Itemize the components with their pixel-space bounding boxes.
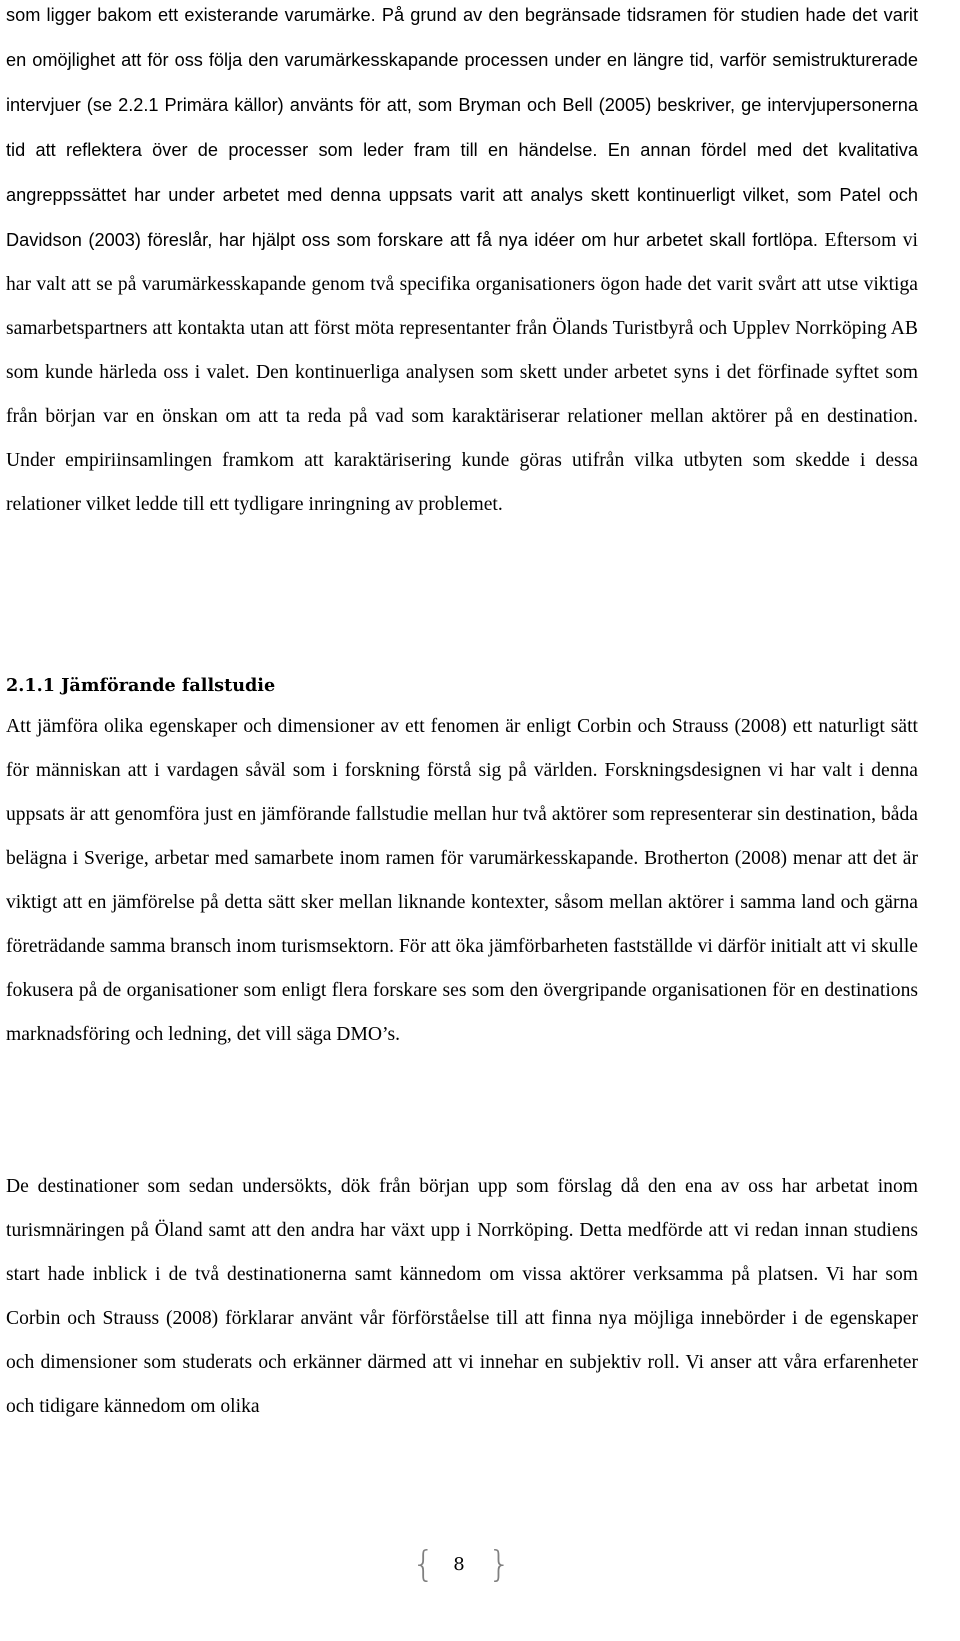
section-heading: 2.1.1 Jämförande fallstudie	[6, 675, 276, 696]
paragraph-comparative-case-study: Att jämföra olika egenskaper och dimensioner av ett fenomen är enligt Corbin och Strauss (2008) ett naturligt sätt för människan att i vardagen såväl som i forskning förstå sig på världen. Forskningsdesignen vi har valt i denna uppsats är att genomföra just en jämförande fallstudie mellan hur två aktörer som representerar sin destination, båda belägna i Sverige, arbetar med samarbete inom ramen för varumärkesskapande. Brotherton (2008) menar att det är viktigt att en jämförelse på detta sätt sker mellan liknande kontexter, såsom mellan aktörer i samma land och gärna företrädande samma bransch inom turismsektorn. För att öka jämförbarheten fastställde vi därför initialt att vi skulle fokusera på de organisationer som enligt flera forskare ses som den övergripande organisationen för en destinations marknadsföring och ledning, det vill säga DMO’s.	[6, 716, 918, 1045]
page-footer	[0, 1535, 960, 1595]
paragraph-method-intro	[6, 0, 918, 527]
page-number: 8	[453, 1554, 465, 1575]
left-brace-decoration: {	[412, 1544, 435, 1585]
paragraph-destinations: De destinationer som sedan undersökts, dök från början upp som förslag då den ena av oss har arbetat inom turismnäringen på Öland samt att den andra har växt upp i Norrköping. Detta medförde att vi redan innan studiens start hade inblick i de två destinationerna samt kännedom om vissa aktörer verksamma på platsen. Vi har som Corbin och Strauss (2008) förklarar använt vår förförståelse till att finna nya möjliga innebörder i de egenskaper och dimensioner som studerats och erkänner därmed att vi innehar en subjektiv roll. Vi anser att våra erfarenheter och tidigare kännedom om olika	[6, 1176, 918, 1417]
paragraph-sans-text: som ligger bakom ett existerande varumärke. På grund av den begränsade tidsramen för studien hade det varit en omöjlighet att för oss följa den varumärkesskapande processen under en längre tid, varför semistrukturerade intervjuer (se 2.2.1 Primära källor) använts för att, som Bryman och Bell (2005) beskriver, ge intervjupersonerna tid att reflektera över de processer som leder fram till en händelse.	[6, 5, 918, 160]
right-brace-decoration: }	[488, 1544, 511, 1585]
paragraph-sans-text-continued: En annan fördel med det kvalitativa angreppssättet har under arbetet med denna uppsats varit att analys skett kontinuerligt vilket, som Patel och Davidson (2003) föreslår, har hjälpt oss som forskare att få nya idéer om hur arbetet skall fortlöpa.	[6, 140, 918, 250]
paragraph-serif-text: Eftersom vi har valt att se på varumärkesskapande genom två specifika organisationers ögon hade det varit svårt att utse viktiga samarbetspartners att kontakta utan att först möta representanter från Ölands Turistbyrå och Upplev Norrköping AB som kunde härleda oss i valet. Den kontinuerliga analysen som skett under arbetet syns i det förfinade syftet som från början var en önskan om att ta reda på vad som karaktäriserar relationer mellan aktörer på en destination. Under empiriinsamlingen framkom att karaktärisering kunde göras utifrån vilka utbyten som skedde i dessa relationer vilket ledde till ett tydligare inringning av problemet.	[6, 230, 918, 515]
